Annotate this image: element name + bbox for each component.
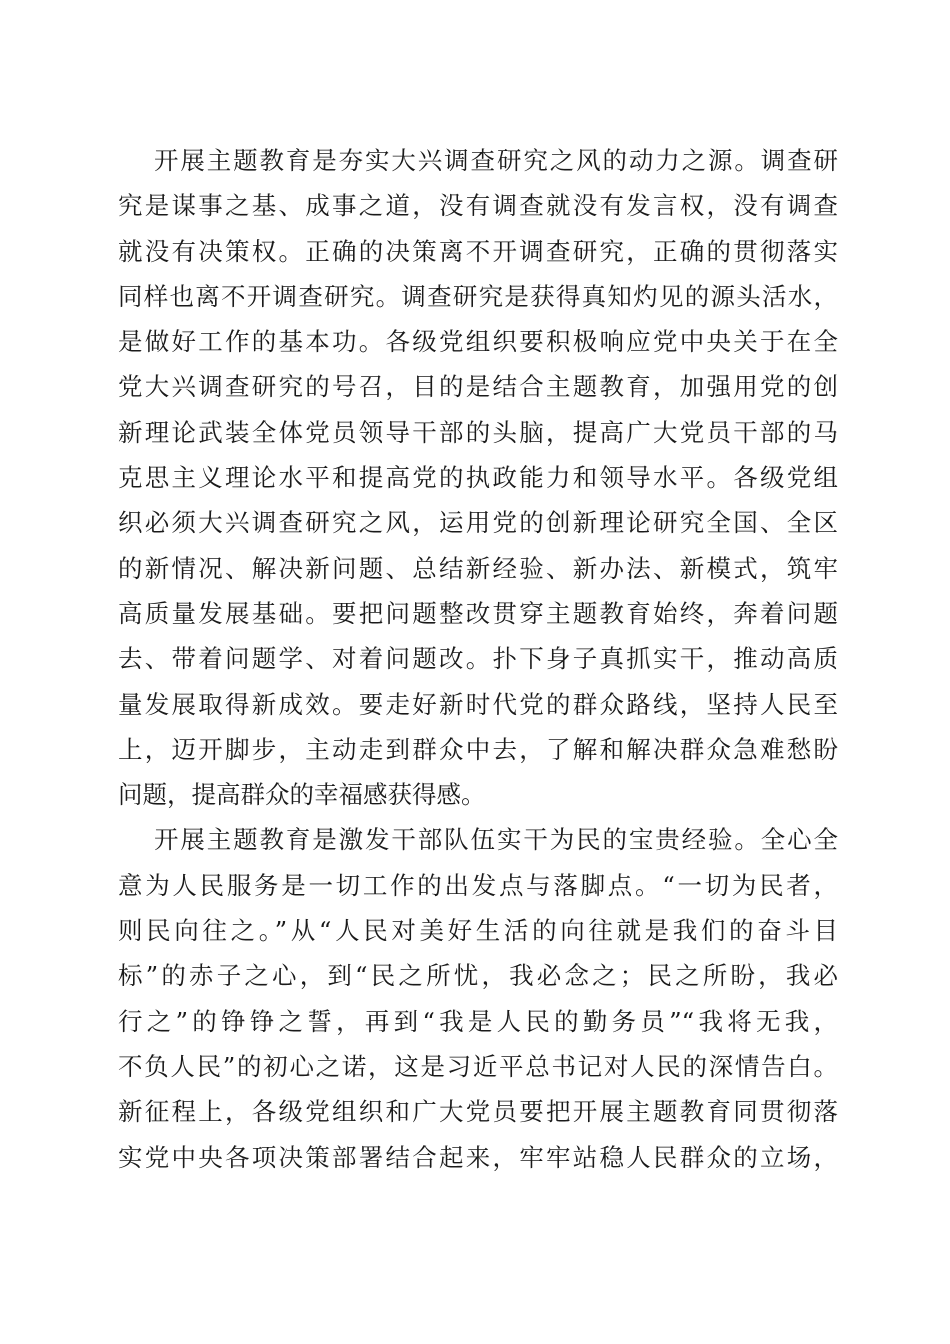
- text-line: 新理论武装全体党员领导干部的头脑，提高广大党员干部的马: [118, 417, 838, 447]
- text-line: 意为人民服务是一切工作的出发点与落脚点。“一切为民者，: [118, 870, 838, 900]
- text-line: 标”的赤子之心，到“民之所忧，我必念之；民之所盼，我必: [118, 961, 838, 991]
- text-line: 开展主题教育是激发干部队伍实干为民的宝贵经验。全心全: [154, 825, 838, 855]
- text-line: 是做好工作的基本功。各级党组织要积极响应党中央关于在全: [118, 327, 838, 357]
- text-line: 同样也离不开调查研究。调查研究是获得真知灼见的源头活水，: [118, 281, 838, 311]
- paragraph-2: [118, 817, 838, 1179]
- text-line: 高质量发展基础。要把问题整改贯穿主题教育始终，奔着问题: [118, 598, 838, 628]
- body-text: [118, 138, 838, 1180]
- text-line: 则民向往之。”从“人民对美好生活的向往就是我们的奋斗目: [118, 916, 838, 946]
- text-line: 行之”的铮铮之誓，再到“我是人民的勤务员”“我将无我，: [118, 1006, 838, 1036]
- paragraph-1: [118, 138, 838, 817]
- text-line: 的新情况、解决新问题、总结新经验、新办法、新模式，筑牢: [118, 553, 838, 583]
- text-line: 开展主题教育是夯实大兴调查研究之风的动力之源。调查研: [154, 146, 838, 175]
- text-line: 究是谋事之基、成事之道，没有调查就没有发言权，没有调查: [118, 191, 838, 221]
- text-line: 新征程上，各级党组织和广大党员要把开展主题教育同贯彻落: [118, 1097, 838, 1127]
- text-line: 问题，提高群众的幸福感获得感。: [118, 780, 486, 810]
- text-line: 就没有决策权。正确的决策离不开调查研究，正确的贯彻落实: [118, 236, 838, 266]
- text-line: 去、带着问题学、对着问题改。扑下身子真抓实干，推动高质: [118, 644, 838, 674]
- text-line: 党大兴调查研究的号召，目的是结合主题教育，加强用党的创: [118, 372, 838, 402]
- text-line: 不负人民”的初心之诺，这是习近平总书记对人民的深情告白。: [118, 1051, 838, 1081]
- text-line: 克思主义理论水平和提高党的执政能力和领导水平。各级党组: [118, 463, 838, 493]
- text-line: 上，迈开脚步，主动走到群众中去，了解和解决群众急难愁盼: [118, 734, 838, 764]
- text-line: 实党中央各项决策部署结合起来，牢牢站稳人民群众的立场，: [118, 1142, 838, 1172]
- text-line: 织必须大兴调查研究之风，运用党的创新理论研究全国、全区: [118, 508, 838, 538]
- text-line: 量发展取得新成效。要走好新时代党的群众路线，坚持人民至: [118, 689, 838, 719]
